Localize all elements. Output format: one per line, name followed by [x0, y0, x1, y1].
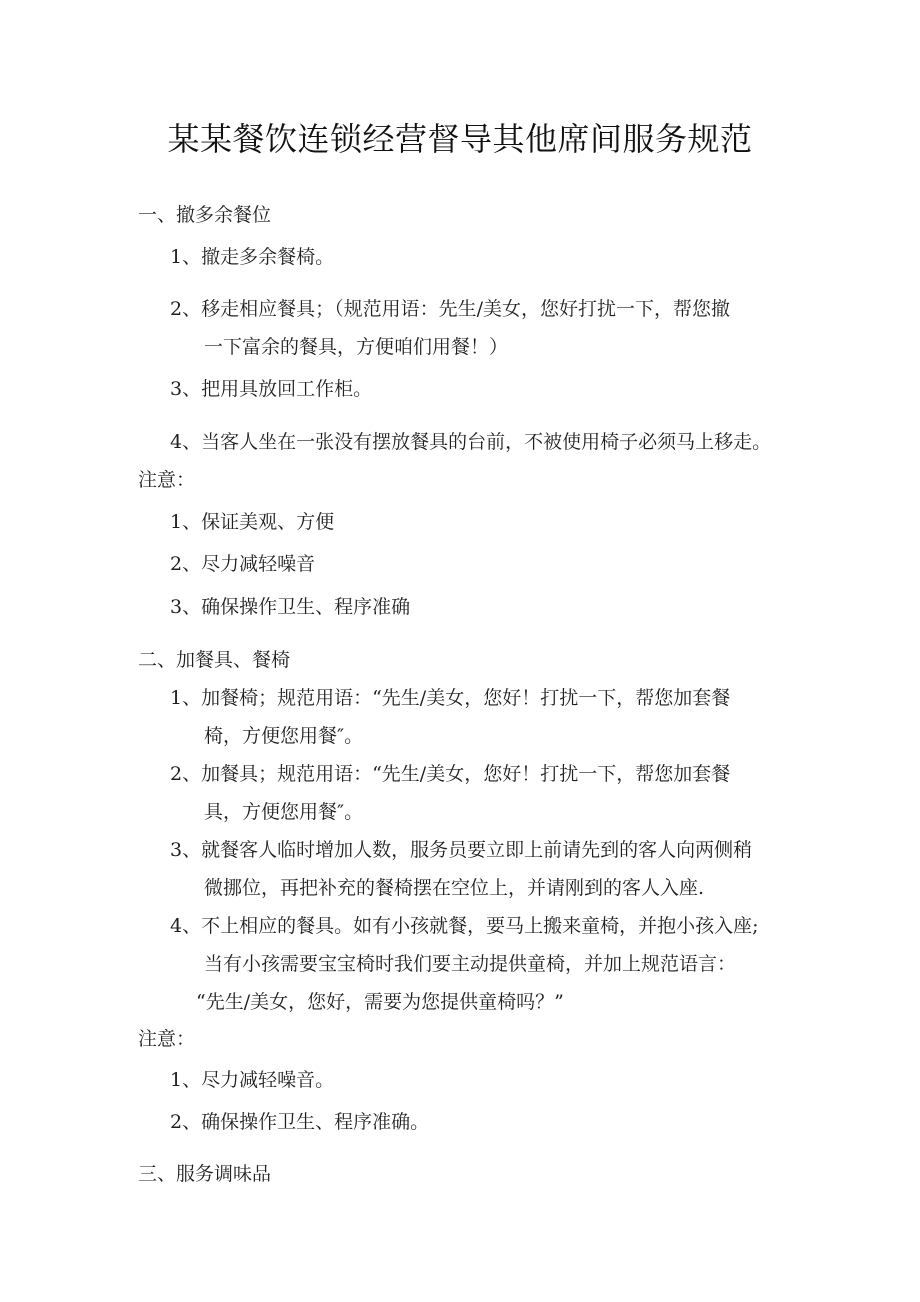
list-item-continuation: 椅，方便您用餐″。 — [204, 725, 364, 747]
list-item: 3、把用具放回工作柜。 — [170, 378, 373, 400]
list-item-continuation: 具，方便您用餐″。 — [204, 801, 364, 823]
list-item: 4、当客人坐在一张没有摆放餐具的台前，不被使用椅子必须马上移走。 — [170, 431, 772, 453]
document-title: 某某餐饮连锁经营督导其他席间服务规范 — [167, 120, 753, 158]
list-item: 2、移走相应餐具；（规范用语：先生/美女，您好打扰一下，帮您撤 — [170, 298, 730, 320]
note-item: 2、确保操作卫生、程序准确。 — [170, 1111, 430, 1133]
list-item-continuation: 一下富余的餐具，方便咱们用餐！） — [204, 336, 509, 358]
list-item: 1、加餐椅；规范用语：“先生/美女，您好！打扰一下，帮您加套餐 — [170, 687, 731, 709]
list-item: 4、不上相应的餐具。如有小孩就餐，要马上搬来童椅，并抱小孩入座; — [170, 915, 759, 937]
section-heading: 一、撤多余餐位 — [138, 204, 272, 226]
section-heading: 二、加餐具、餐椅 — [138, 649, 291, 671]
note-item: 1、保证美观、方便 — [170, 511, 335, 533]
list-item-continuation: “先生/美女，您好，需要为您提供童椅吗？” — [196, 991, 564, 1013]
note-item: 1、尽力减轻噪音。 — [170, 1069, 335, 1091]
note-item: 2、尽力减轻噪音 — [170, 553, 316, 575]
note-label: 注意： — [138, 1028, 196, 1050]
note-item: 3、确保操作卫生、程序准确 — [170, 596, 411, 618]
section-heading: 三、服务调味品 — [138, 1163, 272, 1185]
note-label: 注意： — [138, 469, 196, 491]
list-item-continuation: 当有小孩需要宝宝椅时我们要主动提供童椅，并加上规范语言： — [204, 953, 737, 975]
list-item: 2、加餐具；规范用语：“先生/美女，您好！打扰一下，帮您加套餐 — [170, 763, 731, 785]
list-item: 3、就餐客人临时增加人数，服务员要立即上前请先到的客人向两侧稍 — [170, 839, 753, 861]
list-item: 1、撤走多余餐椅。 — [170, 246, 335, 268]
list-item-continuation: 微挪位，再把补充的餐椅摆在空位上，并请刚到的客人入座. — [204, 877, 705, 899]
